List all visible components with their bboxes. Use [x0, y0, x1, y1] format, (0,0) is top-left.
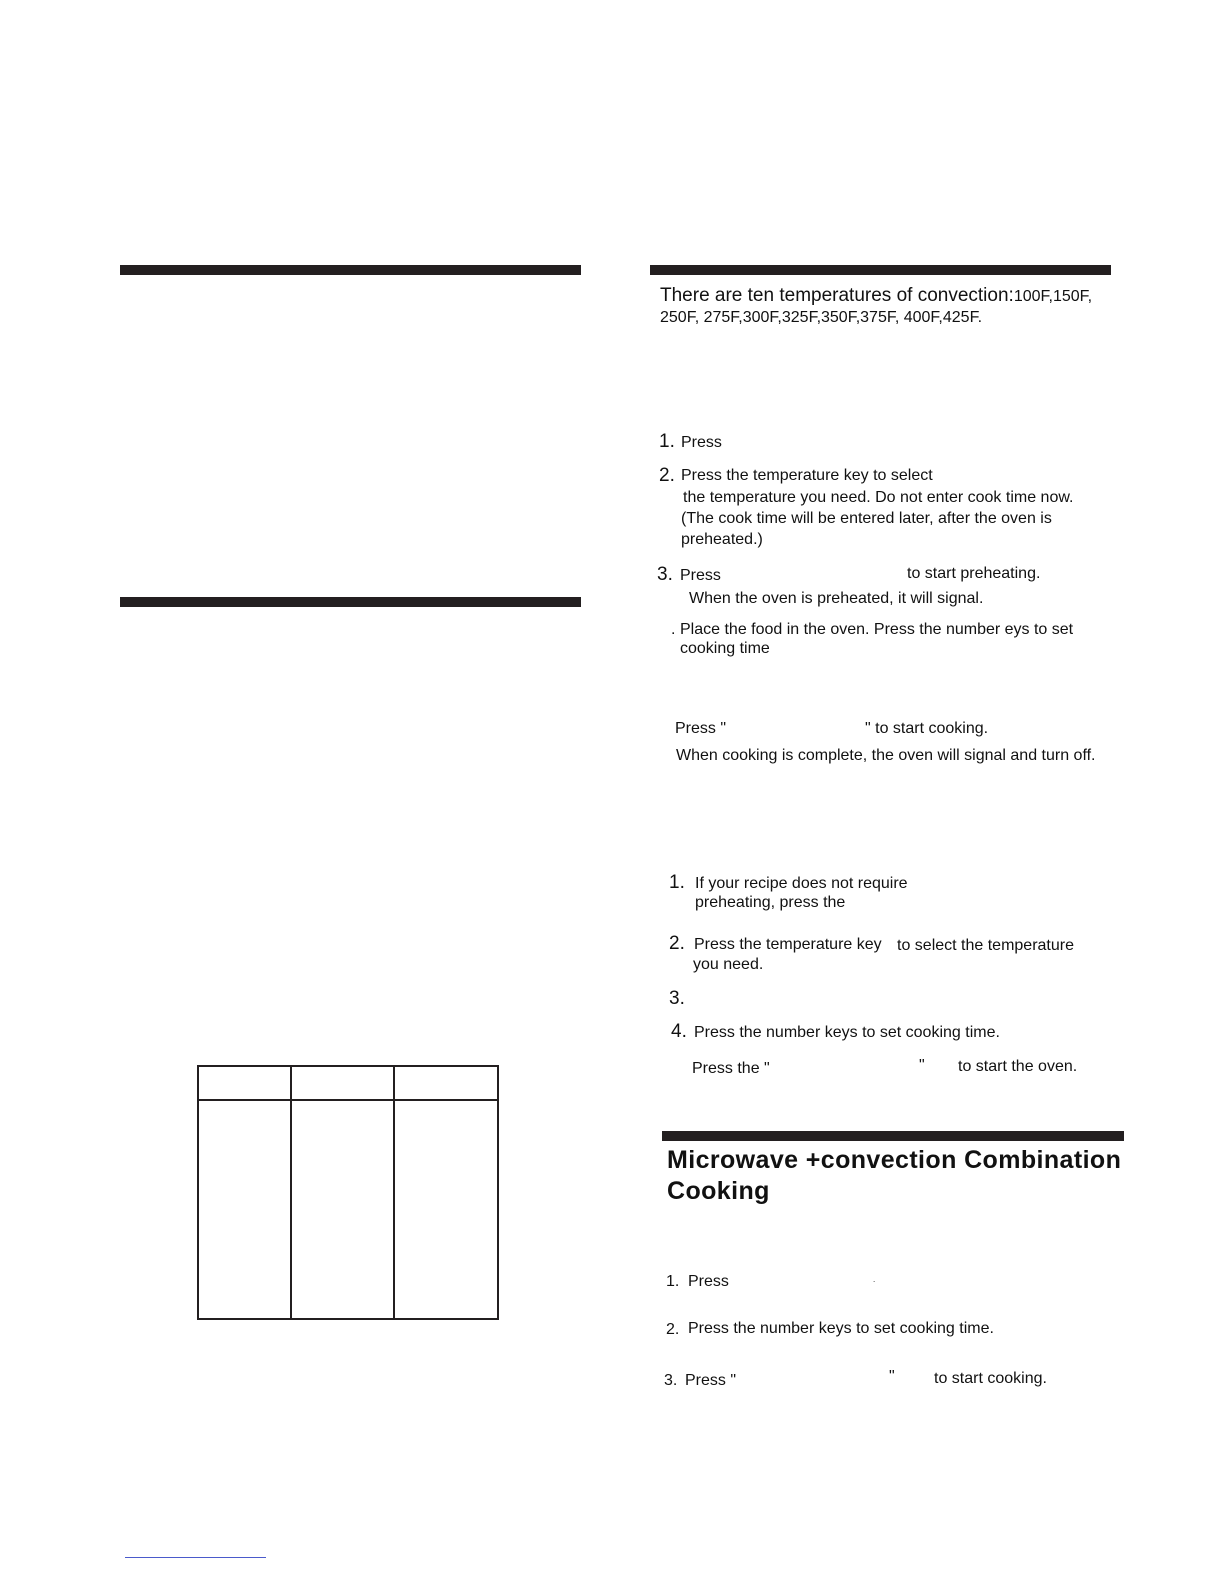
preheat-step-2-line2: the temperature you need. Do not enter cook time now.: [683, 489, 1074, 506]
preheat-step-1-text: Press: [681, 434, 722, 451]
nopreheat-step-4-text: Press the number keys to set cooking time.: [694, 1024, 1000, 1041]
nopreheat-step-4-number: 4.: [671, 1021, 687, 1042]
combination-step-3-number: 3.: [664, 1372, 678, 1389]
preheat-start-press: Press ": [675, 720, 727, 737]
combination-step-1-number: 1.: [666, 1273, 680, 1290]
combination-title-line2: Cooking: [667, 1177, 770, 1205]
table-header-row: [198, 1066, 498, 1100]
combination-step-1-tail: .: [873, 1275, 876, 1284]
table-cell: [291, 1066, 394, 1100]
combination-section-rule: [662, 1131, 1124, 1141]
preheat-step-3-signal: When the oven is preheated, it will signal.: [689, 590, 984, 607]
preheat-step-3-press: Press: [680, 567, 721, 584]
nopreheat-step-1-line2: preheating, press the: [695, 894, 846, 911]
preheat-step-2-number: 2.: [659, 465, 675, 486]
combination-step-3-quote: ": [889, 1368, 895, 1385]
combination-step-3-text: Press ": [685, 1372, 737, 1389]
nopreheat-step-1-number: 1.: [669, 872, 685, 893]
combination-title-line1: Microwave +convection Combination: [667, 1146, 1122, 1174]
convection-temps-line2: 250F, 275F,300F,325F,350F,375F, 400F,425F.: [660, 309, 983, 326]
combination-step-2-number: 2.: [666, 1321, 680, 1338]
convection-temps-intro: There are ten temperatures of convection:: [660, 285, 1014, 306]
table-row: [198, 1100, 498, 1319]
nopreheat-step-2-line1b: to select the temperature: [897, 937, 1074, 954]
table-cell: [291, 1100, 394, 1319]
left-section-rule-top: [120, 265, 581, 275]
preheat-step-2-line1: Press the temperature key to select: [681, 467, 933, 484]
preheat-step-3-number: 3.: [657, 564, 673, 585]
preheat-step-3-tail: to start preheating.: [907, 565, 1041, 582]
preheat-step-2-line4: preheated.): [681, 531, 763, 548]
right-section-rule-top: [650, 265, 1111, 275]
table-cell: [198, 1066, 291, 1100]
preheat-complete-text: When cooking is complete, the oven will signal and turn off.: [676, 747, 1096, 764]
combination-step-2-text: Press the number keys to set cooking time.: [688, 1320, 994, 1337]
preheat-step-4-number: .: [671, 621, 676, 638]
nopreheat-step-3-number: 3.: [669, 988, 685, 1009]
left-section-rule-middle: [120, 597, 581, 607]
footer-line: [125, 1557, 266, 1558]
combination-step-3-tail: to start cooking.: [934, 1370, 1047, 1387]
nopreheat-start-quote: ": [919, 1057, 925, 1074]
nopreheat-step-2-number: 2.: [669, 933, 685, 954]
table-cell: [394, 1100, 498, 1319]
empty-table: [197, 1065, 499, 1320]
nopreheat-step-1-line1: If your recipe does not require: [695, 875, 908, 892]
table-cell: [198, 1100, 291, 1319]
nopreheat-start-press: Press the ": [692, 1060, 770, 1077]
nopreheat-step-2-line1a: Press the temperature key: [694, 936, 882, 953]
preheat-start-tail: " to start cooking.: [865, 720, 989, 737]
preheat-step-2-line3: (The cook time will be entered later, after the oven is: [681, 510, 1052, 527]
table-cell: [394, 1066, 498, 1100]
preheat-step-4-line1: Place the food in the oven. Press the number eys to set: [680, 621, 1074, 638]
convection-temps-line1: [660, 285, 1092, 308]
convection-temps-values: 100F,150F,: [1013, 288, 1093, 305]
nopreheat-start-tail: to start the oven.: [958, 1058, 1078, 1075]
preheat-step-1-number: 1.: [659, 431, 675, 452]
combination-step-1-text: Press: [688, 1273, 729, 1290]
preheat-step-4-line2: cooking time: [680, 640, 770, 657]
nopreheat-step-2-line2: you need.: [693, 956, 764, 973]
